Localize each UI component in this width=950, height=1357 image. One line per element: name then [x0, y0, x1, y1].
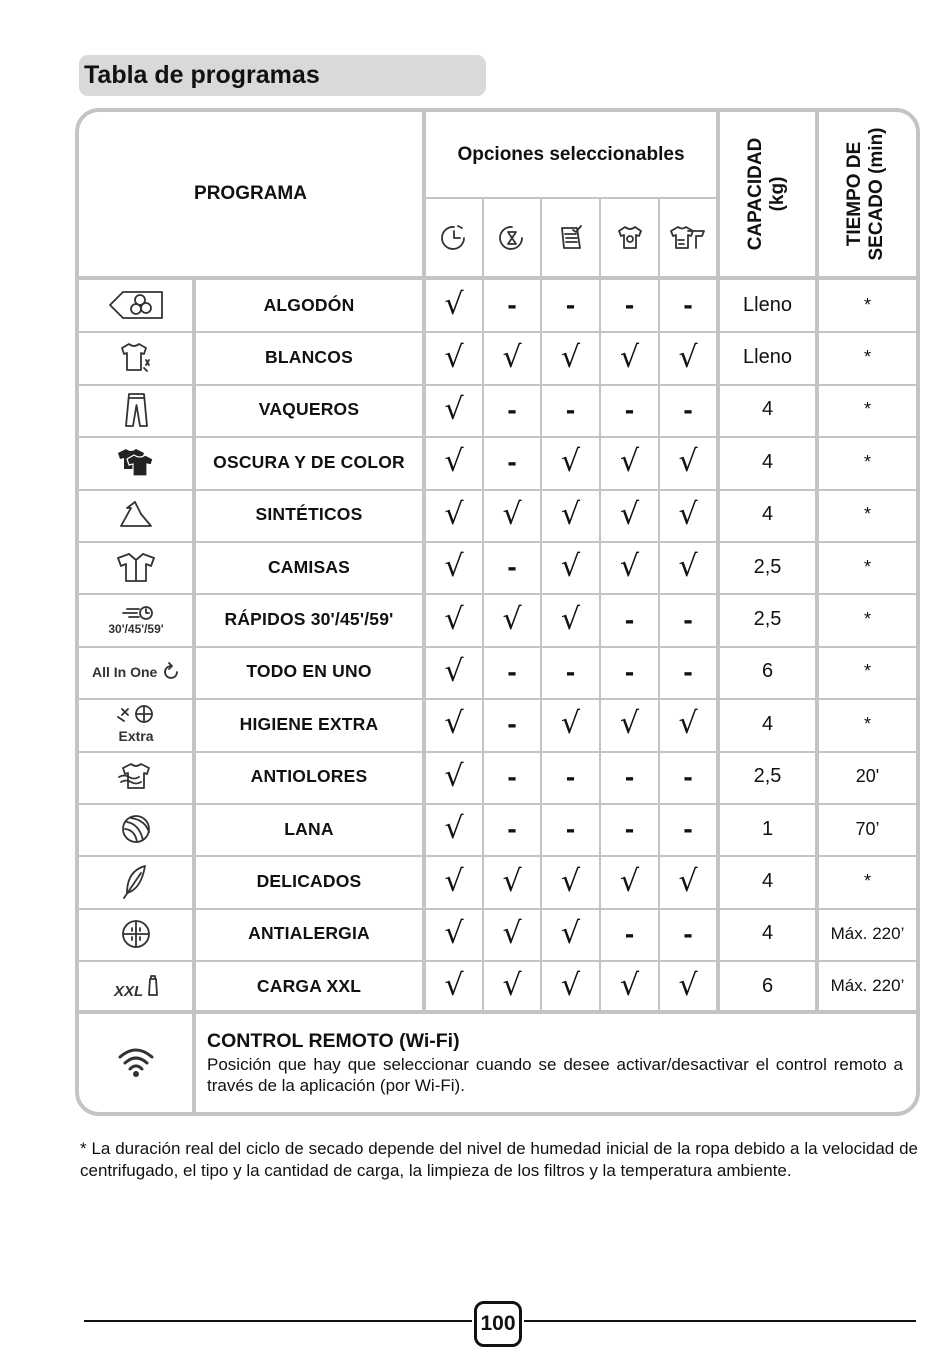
header-tiempo-line2: SECADO (min) [866, 127, 887, 261]
option-available-icon: √ [619, 444, 640, 480]
option-available-icon: √ [502, 601, 522, 637]
shirt-care-icon [601, 199, 658, 276]
capacity-value: 2,5 [753, 555, 782, 578]
wool-icon [79, 804, 192, 854]
drying-time-value: * [863, 871, 871, 892]
option-available-icon: √ [444, 915, 464, 951]
wifi-title: CONTROL REMOTO (Wi-Fi) [207, 1030, 460, 1052]
svg-text:30'/45'/59': 30'/45'/59' [107, 621, 164, 636]
option-available-icon: √ [444, 339, 464, 375]
option-unavailable-mark: - [624, 603, 635, 635]
program-sheet-icon [542, 199, 599, 276]
capacity-value: Lleno [743, 346, 792, 369]
option-unavailable-mark: - [624, 813, 635, 845]
option-available-icon: √ [619, 706, 640, 742]
option-unavailable-mark: - [565, 289, 576, 321]
header-programa: PROGRAMA [194, 183, 307, 204]
program-name: LANA [284, 818, 334, 839]
option-available-icon: √ [444, 287, 464, 323]
program-name: ANTIALERGIA [248, 923, 370, 944]
option-available-icon: √ [444, 863, 464, 899]
option-available-icon: √ [560, 339, 581, 375]
delicates-icon [79, 856, 192, 906]
footer-rule [84, 1320, 472, 1322]
header-tiempo-line1: TIEMPO DE [844, 141, 865, 247]
delay-start-icon [426, 199, 482, 276]
option-available-icon: √ [619, 968, 640, 1004]
drying-time-value: * [863, 294, 871, 315]
program-name: ANTIOLORES [250, 766, 368, 787]
option-available-icon: √ [560, 915, 581, 951]
option-available-icon: √ [444, 391, 464, 427]
shirts-icon [79, 542, 192, 592]
option-available-icon: √ [502, 863, 522, 899]
option-unavailable-mark: - [507, 813, 517, 845]
drying-time-value: * [863, 609, 871, 630]
option-available-icon: √ [560, 968, 581, 1004]
svg-text:XXL: XXL [113, 983, 143, 1001]
drying-time-value: * [863, 661, 871, 682]
cotton-icon [79, 280, 192, 330]
synthetics-icon [79, 490, 192, 540]
option-unavailable-mark: - [624, 393, 635, 425]
option-unavailable-mark: - [507, 760, 517, 792]
option-unavailable-mark: - [624, 917, 635, 949]
option-available-icon: √ [444, 549, 464, 585]
option-unavailable-mark: - [565, 655, 576, 687]
option-available-icon: √ [560, 444, 581, 480]
option-unavailable-mark: - [507, 551, 517, 583]
option-available-icon: √ [502, 496, 522, 532]
program-name: VAQUEROS [258, 399, 360, 420]
option-unavailable-mark: - [683, 393, 693, 425]
drying-time-value: * [863, 504, 871, 525]
xxl-load-icon [79, 961, 192, 1011]
header-capacidad-line1: CAPACIDAD [745, 137, 766, 251]
option-unavailable-mark: - [683, 603, 693, 635]
option-available-icon: √ [560, 601, 581, 637]
option-available-icon: √ [678, 863, 698, 899]
option-available-icon: √ [678, 496, 698, 532]
option-unavailable-mark: - [507, 655, 517, 687]
option-unavailable-mark: - [565, 393, 576, 425]
program-name: OSCURA Y DE COLOR [213, 451, 405, 472]
option-available-icon: √ [560, 496, 581, 532]
program-name: HIGIENE EXTRA [239, 713, 379, 734]
capacity-value: 4 [761, 398, 774, 421]
option-unavailable-mark: - [683, 917, 693, 949]
option-available-icon: √ [502, 339, 522, 375]
option-unavailable-mark: - [683, 760, 693, 792]
option-unavailable-mark: - [565, 813, 576, 845]
drying-time-value: Máx. 220’ [830, 923, 905, 943]
option-available-icon: √ [444, 496, 464, 532]
hygiene-extra-icon [79, 699, 192, 749]
drying-time-value: * [863, 451, 871, 472]
header-tiempo [844, 104, 888, 284]
option-available-icon: √ [444, 601, 464, 637]
option-unavailable-mark: - [624, 760, 635, 792]
option-available-icon: √ [560, 549, 581, 585]
option-unavailable-mark: - [507, 446, 517, 478]
capacity-value: 6 [761, 660, 774, 683]
program-name: CAMISAS [267, 556, 351, 577]
option-available-icon: √ [560, 863, 581, 899]
option-available-icon: √ [560, 706, 581, 742]
option-available-icon: √ [502, 915, 522, 951]
program-name: ALGODÓN [263, 294, 355, 315]
drying-time-value: Máx. 220’ [830, 976, 905, 996]
option-unavailable-mark: - [683, 813, 693, 845]
capacity-value: 2,5 [753, 608, 782, 631]
option-unavailable-mark: - [683, 289, 693, 321]
program-name: TODO EN UNO [246, 661, 372, 682]
header-capacidad [745, 104, 789, 284]
option-available-icon: √ [444, 811, 464, 847]
anti-odour-icon [79, 752, 192, 802]
program-name: BLANCOS [265, 347, 353, 368]
all-in-one-icon [79, 647, 192, 697]
option-unavailable-mark: - [507, 708, 517, 740]
option-available-icon: √ [678, 968, 698, 1004]
drying-time-value: * [863, 556, 871, 577]
drying-time-value: * [863, 713, 871, 734]
option-unavailable-mark: - [624, 655, 635, 687]
footer-rule [524, 1320, 916, 1322]
option-unavailable-mark: - [507, 289, 517, 321]
capacity-value: 1 [761, 817, 774, 840]
option-unavailable-mark: - [507, 393, 517, 425]
footnote: * La duración real del ciclo de secado depende del nivel de humedad inicial de la ropa debido a la velocidad de centrifugado, el tipo y la cantidad de carga, la limpieza de los filtros y la temperatura ambiente. [80, 1139, 918, 1180]
option-available-icon: √ [444, 653, 464, 689]
svg-text:All In One: All In One [91, 663, 157, 680]
capacity-value: 4 [761, 712, 774, 735]
option-unavailable-mark: - [683, 655, 693, 687]
capacity-value: 2,5 [753, 765, 782, 788]
program-name: CARGA XXL [256, 975, 362, 996]
section-title: Tabla de programas [79, 55, 486, 96]
wifi-description: Posición que hay que seleccionar cuando se desee activar/desactivar el control remoto a través de la aplicación (por Wi-Fi). [207, 1055, 903, 1095]
option-available-icon: √ [502, 968, 522, 1004]
capacity-value: 4 [761, 922, 774, 945]
jeans-icon [79, 385, 192, 435]
program-name: DELICADOS [256, 871, 362, 892]
capacity-value: Lleno [743, 293, 792, 316]
option-available-icon: √ [678, 549, 698, 585]
capacity-value: 4 [761, 450, 774, 473]
header-capacidad-line2: (kg) [767, 176, 788, 212]
option-available-icon: √ [619, 863, 640, 899]
option-available-icon: √ [444, 758, 464, 794]
program-name: SINTÉTICOS [255, 504, 363, 525]
option-available-icon: √ [619, 496, 640, 532]
drying-time-value: 20' [855, 766, 880, 787]
time-saver-icon [484, 199, 540, 276]
easy-iron-icon [660, 199, 716, 276]
option-unavailable-mark: - [565, 760, 576, 792]
drying-time-value: 70’ [855, 818, 880, 839]
option-available-icon: √ [444, 444, 464, 480]
option-available-icon: √ [678, 706, 698, 742]
dark-colors-icon [79, 437, 192, 487]
option-available-icon: √ [619, 339, 640, 375]
option-available-icon: √ [444, 968, 464, 1004]
whites-icon [79, 332, 192, 382]
capacity-value: 4 [761, 870, 774, 893]
capacity-value: 6 [761, 974, 774, 997]
page-number: 100 [474, 1301, 522, 1347]
anti-allergy-icon [79, 909, 192, 959]
option-available-icon: √ [678, 339, 698, 375]
option-available-icon: √ [678, 444, 698, 480]
option-available-icon: √ [444, 706, 464, 742]
wifi-icon [79, 1014, 192, 1110]
drying-time-value: * [863, 347, 871, 368]
capacity-value: 4 [761, 503, 774, 526]
svg-text:Extra: Extra [117, 728, 154, 745]
header-opciones: Opciones seleccionables [457, 143, 685, 165]
option-available-icon: √ [619, 549, 640, 585]
option-unavailable-mark: - [624, 289, 635, 321]
program-name: RÁPIDOS 30'/45'/59' [224, 609, 394, 630]
rapid-icon [79, 594, 192, 644]
drying-time-value: * [863, 399, 871, 420]
